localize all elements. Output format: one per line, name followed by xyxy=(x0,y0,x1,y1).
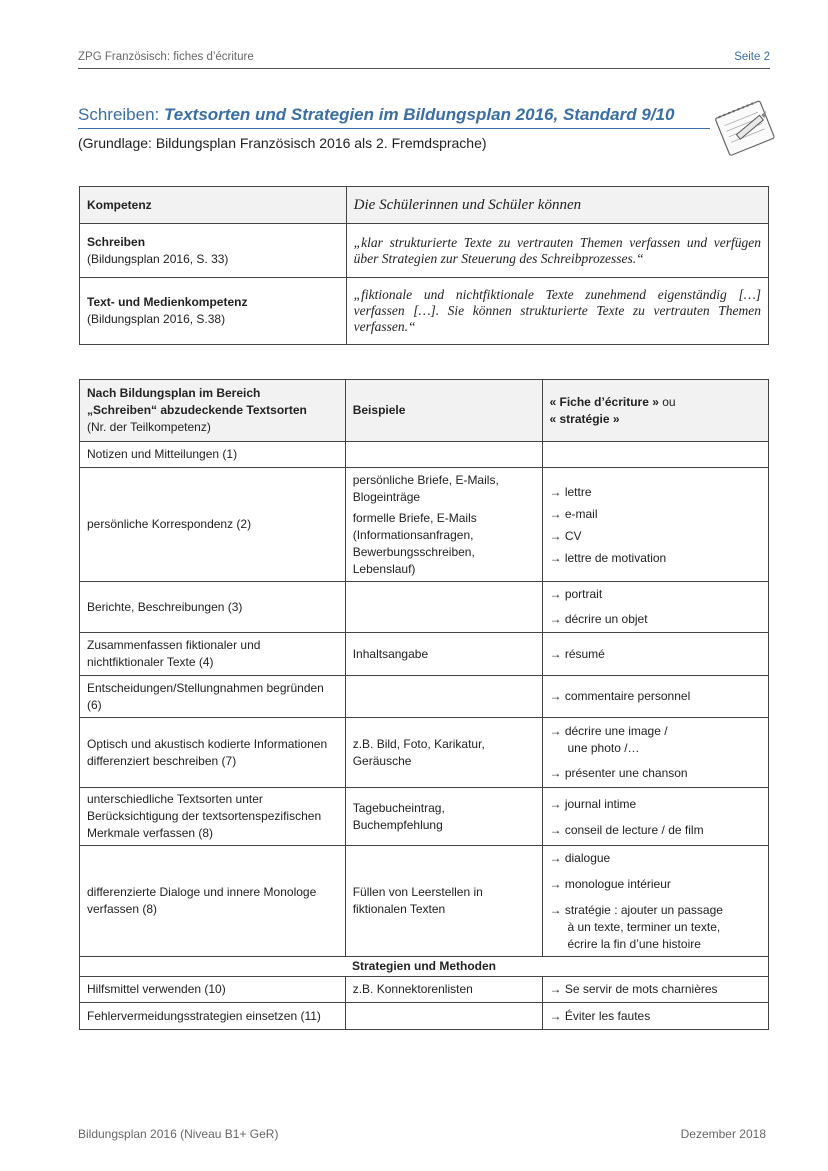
table-cell: z.B. Bild, Foto, Karikatur, Geräusche xyxy=(345,718,542,788)
table-cell: → lettre → e-mail → CV → lettre de motivation xyxy=(542,468,769,582)
table-cell xyxy=(345,442,542,468)
table-row xyxy=(80,788,769,846)
competence-table xyxy=(79,186,769,345)
header-left: ZPG Französisch: fiches d’écriture xyxy=(78,51,254,63)
table-cell: unterschiedliche Textsorten unter Berücksichtigung der textsortenspezifischen Merkmale verfassen (8) xyxy=(80,788,346,846)
page-header xyxy=(78,50,770,69)
table-cell: persönliche Briefe, E-Mails, Blogeinträge formelle Briefe, E-Mails (Informationsanfragen, Bewerbungsschreiben, Lebenslauf) xyxy=(345,468,542,582)
table-cell: Tagebucheintrag, Buchempfehlung xyxy=(345,788,542,846)
header-cell: Kompetenz xyxy=(80,187,347,224)
table-row xyxy=(80,224,769,278)
table-cell: → journal intime → conseil de lecture / de film xyxy=(542,788,769,846)
table-cell: Schreiben (Bildungsplan 2016, S. 33) xyxy=(80,224,347,278)
notebook-pencil-icon xyxy=(708,96,784,166)
table-row xyxy=(80,718,769,788)
table-cell: → résumé xyxy=(542,633,769,676)
table-cell xyxy=(345,1003,542,1030)
footer-right: Dezember 2018 xyxy=(680,1127,766,1141)
table-row xyxy=(80,278,769,345)
table-row xyxy=(80,582,769,633)
table-row xyxy=(80,977,769,1003)
table-header-row xyxy=(80,187,769,224)
header-cell: Beispiele xyxy=(345,380,542,442)
header-page-number: Seite 2 xyxy=(734,51,770,63)
table-row xyxy=(80,1003,769,1030)
page-title xyxy=(78,105,674,125)
table-row xyxy=(80,846,769,957)
table-cell: Notizen und Mitteilungen (1) xyxy=(80,442,346,468)
table-cell: → Se servir de mots charnières xyxy=(542,977,769,1003)
table-row xyxy=(80,633,769,676)
footer-left: Bildungsplan 2016 (Niveau B1+ GeR) xyxy=(78,1127,279,1141)
table-cell xyxy=(345,676,542,718)
section-heading: Strategien und Methoden xyxy=(80,957,769,977)
title-underline xyxy=(78,128,710,129)
text-types-table xyxy=(79,379,769,1030)
table-cell: Fehlervermeidungsstrategien einsetzen (11) xyxy=(80,1003,346,1030)
table-cell: Zusammenfassen fiktionaler und nichtfiktionaler Texte (4) xyxy=(80,633,346,676)
table-cell: Berichte, Beschreibungen (3) xyxy=(80,582,346,633)
table-cell: Inhaltsangabe xyxy=(345,633,542,676)
table-cell: Optisch und akustisch kodierte Informationen differenziert beschreiben (7) xyxy=(80,718,346,788)
table-row xyxy=(80,442,769,468)
title-main: Textsorten und Strategien im Bildungsplan 2016, Standard 9/10 xyxy=(164,105,675,124)
table-row xyxy=(80,676,769,718)
table-cell: → décrire une image / une photo /… → présenter une chanson xyxy=(542,718,769,788)
table-cell: persönliche Korrespondenz (2) xyxy=(80,468,346,582)
table-cell: z.B. Konnektorenlisten xyxy=(345,977,542,1003)
header-cell: Nach Bildungsplan im Bereich „Schreiben“ abzudeckende Textsorten (Nr. der Teilkompetenz) xyxy=(80,380,346,442)
table-cell: Füllen von Leerstellen in fiktionalen Texten xyxy=(345,846,542,957)
table-cell: → commentaire personnel xyxy=(542,676,769,718)
section-row xyxy=(80,957,769,977)
table-cell: differenzierte Dialoge und innere Monologe verfassen (8) xyxy=(80,846,346,957)
table-cell: Entscheidungen/Stellungnahmen begründen (6) xyxy=(80,676,346,718)
table-cell: „klar strukturierte Texte zu vertrauten Themen verfassen und verfügen über Strategien zur Steuerung des Schreibprozesses.“ xyxy=(346,224,768,278)
header-cell: « Fiche d’écriture » ou « stratégie » xyxy=(542,380,769,442)
page-subtitle: (Grundlage: Bildungsplan Französisch 2016 als 2. Fremdsprache) xyxy=(78,135,487,151)
title-prefix: Schreiben: xyxy=(78,105,164,124)
header-cell: Die Schülerinnen und Schüler können xyxy=(346,187,768,224)
table-cell: → dialogue → monologue intérieur → stratégie : ajouter un passage à un texte, terminer un texte, écrire la fin d’une histoire xyxy=(542,846,769,957)
table-cell: → portrait → décrire un objet xyxy=(542,582,769,633)
table-row xyxy=(80,468,769,582)
table-cell xyxy=(345,582,542,633)
table-cell: → Éviter les fautes xyxy=(542,1003,769,1030)
table-header-row xyxy=(80,380,769,442)
table-cell: Text- und Medienkompetenz (Bildungsplan 2016, S.38) xyxy=(80,278,347,345)
table-cell: Hilfsmittel verwenden (10) xyxy=(80,977,346,1003)
table-cell: „fiktionale und nichtfiktionale Texte zunehmend eigenständig […] verfassen […]. Sie können strukturierte Texte zu vertrauten Themen verfassen.“ xyxy=(346,278,768,345)
table-cell xyxy=(542,442,769,468)
